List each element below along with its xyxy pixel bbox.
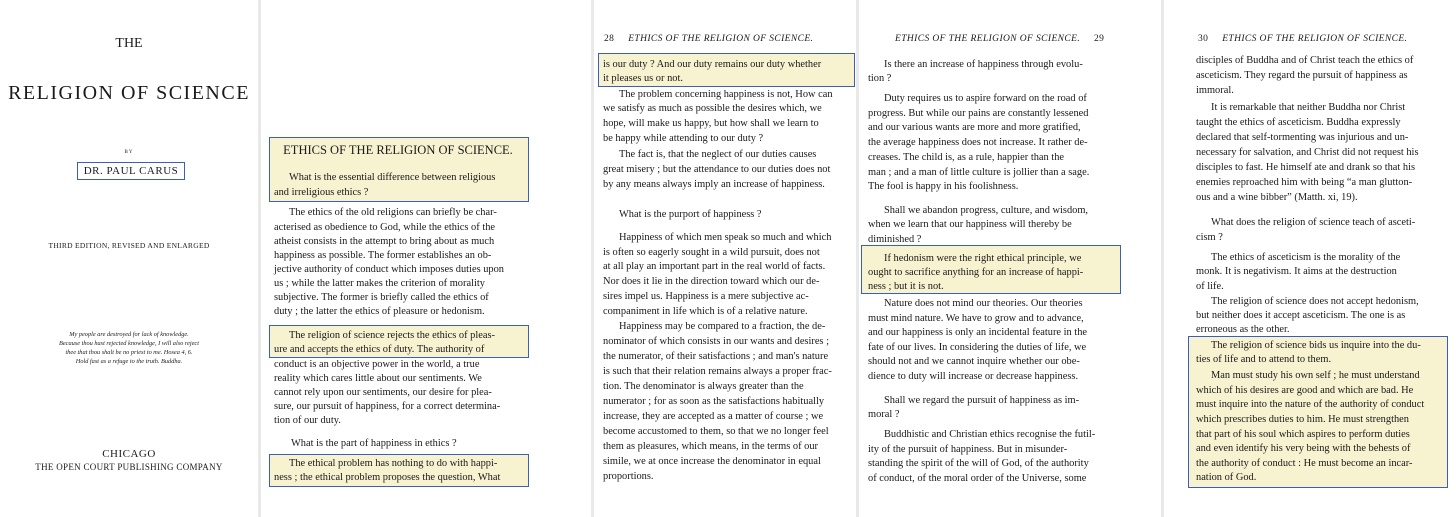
text-line: ness ; the ethical problem proposes the question, What <box>274 472 501 483</box>
text-line: at all play an important part in the real world of facts. <box>603 261 826 272</box>
text-line: Nor does it lie in the direction toward which our de- <box>603 276 820 287</box>
running-header <box>1198 34 1407 44</box>
text-line: nominator of which consists in our wants and desires ; <box>603 336 829 347</box>
text-line: disciples of Buddha and of Christ teach the ethics of <box>1196 55 1414 66</box>
text-line: but neither does it accept asceticism. The one is as <box>1196 310 1406 321</box>
text-line: necessary for salvation, and Christ did not request his <box>1196 147 1419 158</box>
chapter-heading: ETHICS OF THE RELIGION OF SCIENCE. <box>283 143 513 157</box>
text-line: It is remarkable that neither Buddha nor Christ <box>1211 102 1406 113</box>
text-line: cannot rely upon our sentiments, our desire for plea- <box>274 387 492 398</box>
text-line: be happy while attending to our duty ? <box>603 133 764 144</box>
text-line: ought to sacrifice anything for an increase of happi- <box>868 267 1084 278</box>
text-line: disciples to fast. He himself ate and drank so that his <box>1196 162 1416 173</box>
text-line: ness ; but it is not. <box>868 281 944 292</box>
text-line: The religion of science rejects the ethics of pleas- <box>289 330 495 341</box>
text-line: The ethics of asceticism is the morality of the <box>1211 252 1401 263</box>
text-line: that part of his soul which aspires to perform duties <box>1196 429 1410 440</box>
page-29 <box>859 0 1161 517</box>
text-line: The fool is happy in his foolishness. <box>868 181 1019 192</box>
text-line: Buddhistic and Christian ethics recognise the futil- <box>884 429 1096 440</box>
text-line: What does the religion of science teach of asceti- <box>1211 217 1416 228</box>
text-line: tion ? <box>868 73 892 84</box>
text-line: ity of the pursuit of happiness. But in misunder- <box>868 444 1068 455</box>
text-line: cism ? <box>1196 232 1223 243</box>
title-page <box>0 0 258 517</box>
edition-note: THIRD EDITION, REVISED AND ENLARGED <box>48 241 210 250</box>
text-line: standing the spirit of the will of God, of the authority <box>868 458 1089 469</box>
text-line: companiment in life which is of a relative nature. <box>603 306 808 317</box>
publisher-city: CHICAGO <box>102 448 156 460</box>
text-line: and our various wants are more and more gratified, <box>868 122 1081 133</box>
text-line: creases. The child is, as a rule, happier than the <box>868 152 1065 163</box>
text-line: The ethical problem has nothing to do with happi- <box>289 458 498 469</box>
text-line: conduct is an objective power in the world, a true <box>274 359 480 370</box>
text-line: taught the ethics of asceticism. Buddha expressly <box>1196 117 1401 128</box>
text-line: monk. It is negativism. It aims at the destruction <box>1196 266 1397 277</box>
text-line: is such that their relation remains always a proper frac- <box>603 366 832 377</box>
text-line: Happiness of which men speak so much and which <box>619 232 832 243</box>
text-line: sure, our pursuit of happiness, for a correct determina- <box>274 401 501 412</box>
text-line: numerator ; for as soon as the satisfactions habitually <box>603 396 825 407</box>
page-27 <box>261 0 591 517</box>
text-line: simile, we at once increase the denominator in equal <box>603 456 821 467</box>
text-line: duty ; the latter the ethics of pleasure or hedonism. <box>274 306 485 317</box>
text-line: which prescribes duties to him. He must strengthen <box>1196 414 1409 425</box>
text-line: Man must study his own self ; he must understand <box>1211 370 1420 381</box>
running-header <box>895 34 1104 44</box>
text-line: it pleases us or not. <box>603 73 683 84</box>
text-line: What is the purport of happiness ? <box>619 209 762 220</box>
text-line: and our happiness is only an incidental feature in the <box>868 327 1088 338</box>
text-line: declared that self-tormenting was injurious and un- <box>1196 132 1409 143</box>
page-number: 30 <box>1198 34 1209 44</box>
text-line: happiness as possible. The former establishes an ob- <box>274 250 492 261</box>
text-line: What is the part of happiness in ethics ? <box>291 438 457 449</box>
text-line: Is there an increase of happiness through evolu- <box>884 59 1083 70</box>
text-line: of conduct, of the moral order of the Universe, some <box>868 473 1087 484</box>
text-line: acterised as obedience to God, while the ethics of the <box>274 222 496 233</box>
text-line: the authority of conduct : He must become an incar- <box>1196 458 1413 469</box>
text-line: jective authority of conduct which imposes duties upon <box>274 264 504 275</box>
header-title: ETHICS OF THE RELIGION OF SCIENCE. <box>628 34 814 44</box>
text-line: increase, they are accepted as a matter of course ; we <box>603 411 824 422</box>
text-line: great misery ; but the attendance to our duties does not <box>603 164 831 175</box>
text-line: Duty requires us to aspire forward on the road of <box>884 93 1087 104</box>
text-line: progress. But while our pains are constantly lessened <box>868 108 1089 119</box>
header-title: ETHICS OF THE RELIGION OF SCIENCE. <box>1222 34 1408 44</box>
text-line: and irreligious ethics ? <box>274 187 369 198</box>
text-line: Shall we regard the pursuit of happiness as im- <box>884 395 1080 406</box>
text-line: must inquire into the nature of the authority of conduct <box>1196 399 1425 410</box>
running-header <box>604 34 813 44</box>
text-line: is often so eagerly sought in a wild pursuit, does not <box>603 247 820 258</box>
page-number: 29 <box>1094 34 1105 44</box>
text-line: subjective. The former is briefly called the ethics of <box>274 292 489 303</box>
text-line: which of his desires are good and which are bad. He <box>1196 385 1414 396</box>
text-line: man ; and a man of little culture is jollier than a sage. <box>868 167 1090 178</box>
author-name: DR. PAUL CARUS <box>77 162 185 180</box>
text-line: The religion of science bids us inquire into the du- <box>1211 340 1421 351</box>
epigraph-line: Because thou hast rejected knowledge, I will also reject <box>59 340 199 347</box>
text-line: erroneous as the other. <box>1196 324 1290 335</box>
publisher-name: THE OPEN COURT PUBLISHING COMPANY <box>35 462 223 472</box>
text-line: and even identify his very being with the behests of <box>1196 443 1411 454</box>
text-line: The problem concerning happiness is not, How can <box>619 89 833 100</box>
by-label: BY <box>124 150 134 155</box>
text-line: fate of our lives. In considering the duties of life, we <box>868 342 1087 353</box>
text-line: ties of life and to attend to them. <box>1196 354 1332 365</box>
text-line: us ; while the latter makes the criterion of morality <box>274 278 485 289</box>
text-line: by any means always imply an increase of happiness. <box>603 179 825 190</box>
text-line: should not and we cannot inquire whether our obe- <box>868 356 1080 367</box>
text-line: The fact is, that the neglect of our duties causes <box>619 149 817 160</box>
text-line: The ethics of the old religions can briefly be char- <box>289 207 497 218</box>
text-line: atheist consists in the attempt to bring about as much <box>274 236 495 247</box>
text-line: of life. <box>1196 281 1224 292</box>
text-line: tion of our duty. <box>274 415 341 426</box>
epigraph-line: My people are destroyed for lack of knowledge. <box>69 331 189 338</box>
text-line: dience to duty will increase or decrease happiness. <box>868 371 1079 382</box>
text-line: is our duty ? And our duty remains our duty whether <box>603 59 822 70</box>
text-line: ous and a wine bibber” (Matth. xi, 19). <box>1196 192 1358 203</box>
page-28 <box>594 0 856 517</box>
header-title: ETHICS OF THE RELIGION OF SCIENCE. <box>895 34 1081 44</box>
text-line: Nature does not mind our theories. Our theories <box>884 298 1083 309</box>
text-line: reality which cares little about our sentiments. We <box>274 373 482 384</box>
text-line: ure and accepts the ethics of duty. The authority of <box>274 344 485 355</box>
text-line: nation of God. <box>1196 472 1257 483</box>
text-line: diminished ? <box>868 234 922 245</box>
book-title: RELIGION OF SCIENCE <box>8 82 250 104</box>
text-line: proportions. <box>603 471 654 482</box>
epigraph-line: Hold fast as a refuge to the truth. Buddha. <box>75 358 183 365</box>
text-line: must mind nature. We have to grow and to advance, <box>868 313 1084 324</box>
epigraph-line: thee that thou shalt be no priest to me. Hosea 4, 6. <box>65 349 193 356</box>
text-line: asceticism. They regard the pursuit of happiness as <box>1196 70 1408 81</box>
text-line: Shall we abandon progress, culture, and wisdom, <box>884 205 1089 216</box>
text-line: sires impel us. Happiness is a mere subjective ac- <box>603 291 809 302</box>
text-line: enemies reproached him with being “a man glutton- <box>1196 177 1413 188</box>
text-line: If hedonism were the right ethical principle, we <box>884 253 1082 264</box>
text-line: become accustomed to them, so that we no longer feel <box>603 426 829 437</box>
text-line: tion. The denominator is always greater than the <box>603 381 804 392</box>
page-30 <box>1164 0 1456 517</box>
title-the: THE <box>115 36 143 51</box>
text-line: them as pleasures, which means, in the terms of our <box>603 441 818 452</box>
page-number: 28 <box>604 34 615 44</box>
text-line: the numerator, of their satisfactions ; and man's nature <box>603 351 829 362</box>
text-line: when we learn that our happiness will thereby be <box>868 219 1072 230</box>
text-line: Happiness may be compared to a fraction, the de- <box>619 321 826 332</box>
text-line: moral ? <box>868 409 900 420</box>
text-line: immoral. <box>1196 85 1234 96</box>
text-line: we satisfy as much as possible the desires which, we <box>603 103 822 114</box>
text-line: the average happiness does not increase. It rather de- <box>868 137 1088 148</box>
text-line: What is the essential difference between religious <box>289 172 496 183</box>
text-line: hope, will make us happy, but how shall we learn to <box>603 118 819 129</box>
text-line: The religion of science does not accept hedonism, <box>1211 296 1419 307</box>
